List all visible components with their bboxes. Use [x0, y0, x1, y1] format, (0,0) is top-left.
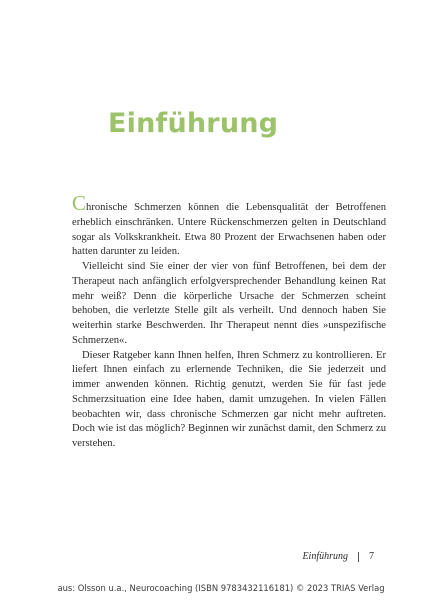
- footer-section-title: Einführung: [302, 551, 348, 562]
- source-citation: aus: Olsson u.a., Neurocoaching (ISBN 9783432116181) © 2023 TRIAS Verlag: [57, 583, 385, 593]
- drop-cap: C: [72, 191, 87, 215]
- intro-text: hronische Schmerzen können die Lebensqualität der Betroffenen erheblich einschränken. Untere Rückenschmerzen gelten in Deutschland sogar als Volkskrankheit. Etwa 80 Prozent der Erwachsenen haben oder hatten darunter zu leiden.: [72, 202, 386, 258]
- page-title: Einführung: [108, 108, 279, 139]
- body-text: [72, 191, 386, 452]
- paragraph-3: Dieser Ratgeber kann Ihnen helfen, Ihren Schmerz zu kontrollieren. Er liefert Ihnen einfach zu erlernende Techniken, die Sie jederzeit und immer anwenden können. Richtig genutzt, werden Sie für fast jede Schmerzsituation eine Idee haben, damit umzugehen. In vielen Fällen beobachten wir, dass chronische Schmerzen gar nicht mehr auftreten. Doch wie ist das möglich? Beginnen wir zunächst damit, den Schmerz zu verstehen.: [72, 349, 386, 449]
- page-number: 7: [369, 551, 374, 562]
- footer-divider: [358, 552, 359, 562]
- intro-paragraph: [72, 191, 386, 260]
- paragraph-2: Vielleicht sind Sie einer der vier von fünf Betroffenen, bei dem der Therapeut nach anfänglich erfolgversprechender Behandlung keinen Rat mehr weiß? Denn die körperliche Ursache der Schmerzen scheint behoben, die verletzte Stelle gilt als verheilt. Und dennoch haben Sie weiterhin starke Beschwerden. Ihr Therapeut nennt dies »unspezifische Schmerzen«.: [72, 261, 386, 346]
- page-footer: [302, 551, 374, 562]
